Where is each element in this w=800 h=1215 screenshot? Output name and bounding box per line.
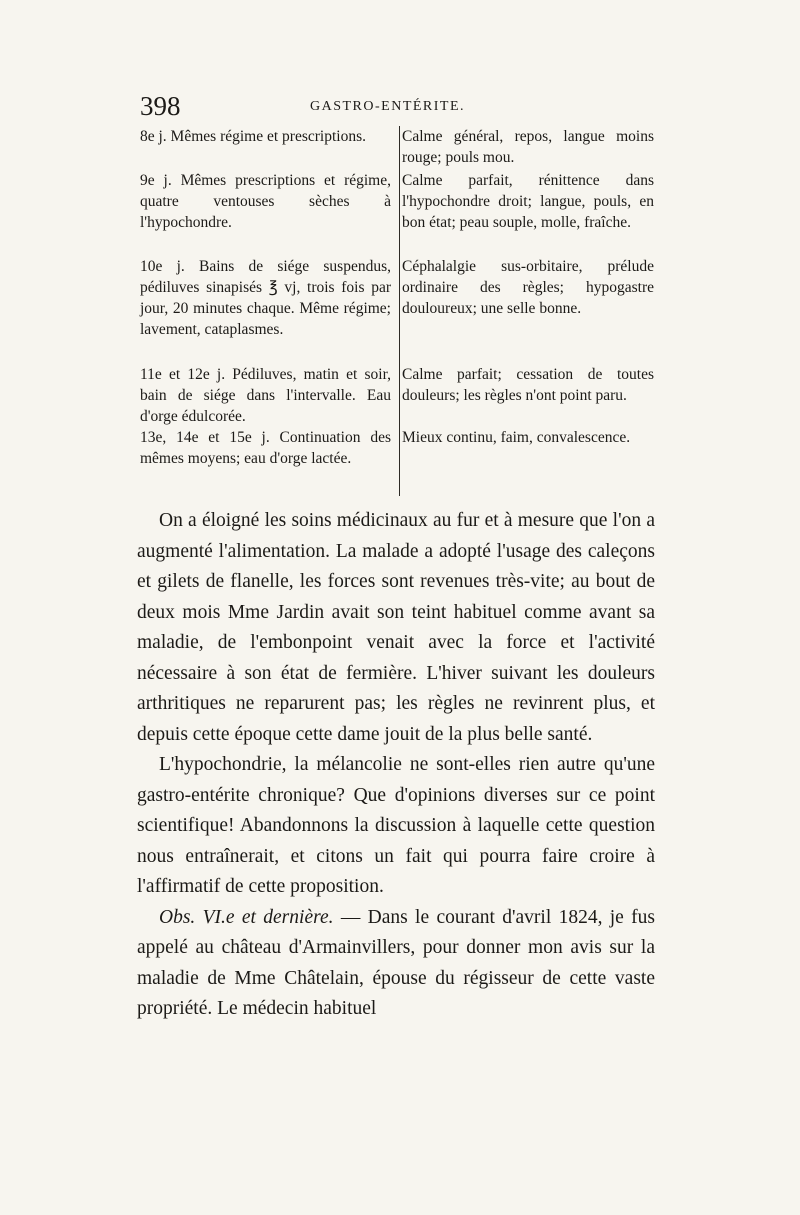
paragraph: L'hypochondrie, la mélancolie ne sont-elles rien autre qu'une gastro-entérite chronique? Que d'opinions diverses sur ce point scientifique! Abandonnons la discussion à laquelle cette question nous entraînerait, et citons un fait qui pourra faire croire à l'affirmatif de cette proposition. bbox=[137, 754, 655, 897]
observation-text: — Dans le courant d'avril 1824, je fus appelé au château d'Armainvillers, pour donner mon avis sur la maladie de Mme Châtelain, épouse du régisseur de cette vaste propriété. Le médecin habituel bbox=[137, 906, 655, 1019]
table-cell-observation: Calme parfait, rénittence dans l'hypochondre droit; langue, pouls, en bon état; peau souple, molle, fraîche. bbox=[402, 172, 654, 231]
observation-label: Obs. VI.e et dernière. bbox=[159, 906, 334, 928]
table-cell-prescription: 11e et 12e j. Pédiluves, matin et soir, bain de siége dans l'intervalle. Eau d'orge édulcorée. bbox=[140, 366, 391, 425]
table-cell-prescription: 8e j. Mêmes régime et prescriptions. bbox=[140, 128, 366, 145]
table-cell-observation: Mieux continu, faim, convalescence. bbox=[402, 429, 631, 446]
treatment-table bbox=[140, 126, 655, 498]
table-cell-prescription: 13e, 14e et 15e j. Continuation des mêmes moyens; eau d'orge lactée. bbox=[140, 429, 391, 467]
table-cell-observation: Calme général, repos, langue moins rouge; pouls mou. bbox=[402, 128, 654, 166]
page-header bbox=[140, 92, 655, 120]
paragraph bbox=[137, 903, 655, 1025]
column-divider bbox=[399, 126, 400, 496]
paragraph: On a éloigné les soins médicinaux au fur et à mesure que l'on a augmenté l'alimentation. La malade a adopté l'usage des caleçons et gilets de flanelle, les forces sont revenues très-vite; au bout de deux mois Mme Jardin avait son teint habituel comme avant sa maladie, de l'embonpoint venait avec la force et l'activité nécessaire à son état de fermière. L'hiver suivant les douleurs arthritiques ne reparurent pas; les règles ne revinrent plus, et depuis cette époque cette dame jouit de la plus belle santé. bbox=[137, 510, 655, 745]
running-head: GASTRO-ENTÉRITE. bbox=[310, 99, 466, 114]
table-cell-prescription: 9e j. Mêmes prescriptions et régime, quatre ventouses sèches à l'hypochondre. bbox=[140, 172, 391, 231]
page-number: 398 bbox=[140, 91, 181, 121]
table-cell-observation: Calme parfait; cessation de toutes douleurs; les règles n'ont point paru. bbox=[402, 366, 654, 404]
body-text bbox=[137, 506, 655, 1025]
table-cell-prescription: 10e j. Bains de siége suspendus, pédiluves sinapisés ℥ vj, trois fois par jour, 20 minutes chaque. Même régime; lavement, cataplasmes. bbox=[140, 258, 391, 338]
table-cell-observation: Céphalalgie sus-orbitaire, prélude ordinaire des règles; hypogastre douloureux; une selle bonne. bbox=[402, 258, 654, 317]
